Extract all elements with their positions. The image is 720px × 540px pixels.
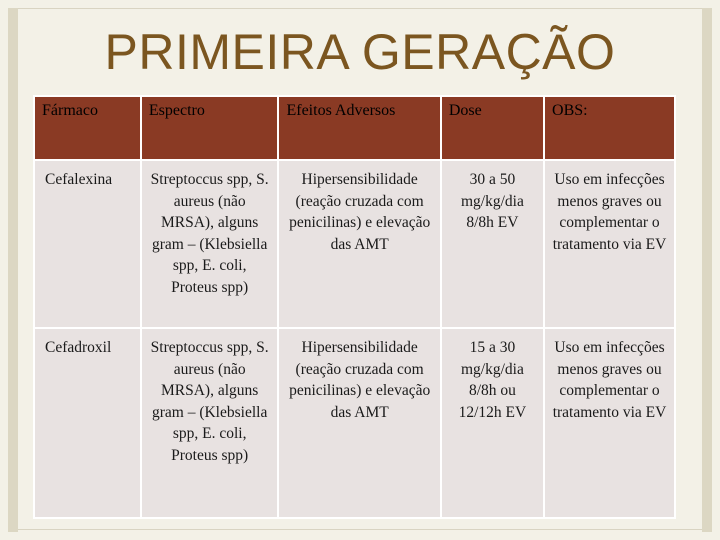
table-row <box>34 160 675 328</box>
header-farmaco: Fármaco <box>34 96 141 160</box>
cell-dose: 30 a 50 mg/kg/dia 8/8h EV <box>441 160 544 328</box>
cell-efeitos-adversos: Hipersensibilidade (reação cruzada com penicilinas) e elevação das AMT <box>278 160 440 328</box>
table-row <box>34 328 675 518</box>
cell-obs: Uso em infecções menos graves ou complementar o tratamento via EV <box>544 328 675 518</box>
cell-espectro: Streptoccus spp, S. aureus (não MRSA), alguns gram – (Klebsiella spp, E. coli, Proteus spp) <box>141 160 279 328</box>
table-header-row <box>34 96 675 160</box>
cell-espectro: Streptoccus spp, S. aureus (não MRSA), alguns gram – (Klebsiella spp, E. coli, Proteus spp) <box>141 328 279 518</box>
slide-left-border <box>8 8 18 532</box>
header-espectro: Espectro <box>141 96 279 160</box>
slide-right-border <box>702 8 712 532</box>
cell-obs: Uso em infecções menos graves ou complementar o tratamento via EV <box>544 160 675 328</box>
slide-title: PRIMEIRA GERAÇÃO <box>104 24 616 80</box>
header-dose: Dose <box>441 96 544 160</box>
cell-efeitos-adversos: Hipersensibilidade (reação cruzada com penicilinas) e elevação das AMT <box>278 328 440 518</box>
header-efeitos-adversos: Efeitos Adversos <box>278 96 440 160</box>
header-obs: OBS: <box>544 96 675 160</box>
cell-dose: 15 a 30 mg/kg/dia 8/8h ou 12/12h EV <box>441 328 544 518</box>
drug-table <box>33 95 676 519</box>
cell-farmaco: Cefadroxil <box>34 328 141 518</box>
cell-farmaco: Cefalexina <box>34 160 141 328</box>
